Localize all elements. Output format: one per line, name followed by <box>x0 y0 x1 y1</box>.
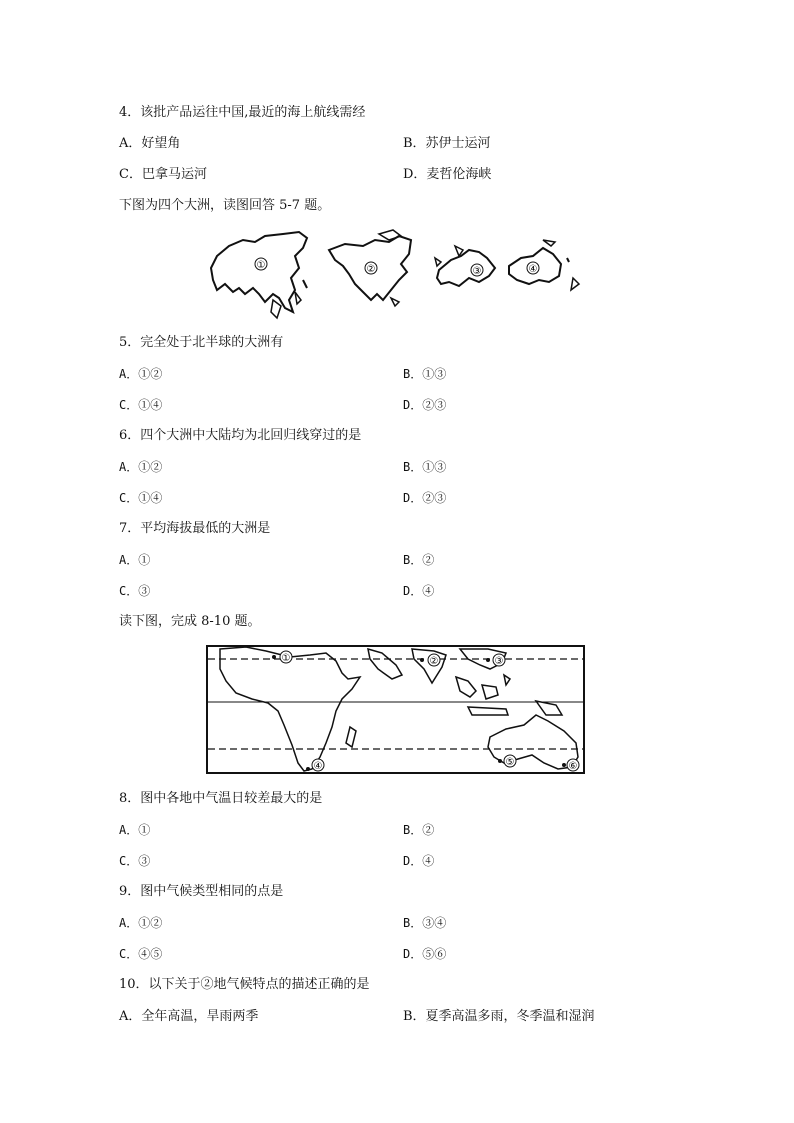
continent-label-2: ② <box>366 264 376 275</box>
continent-label-4: ④ <box>528 264 538 275</box>
q8-option-a: A．① <box>119 823 151 837</box>
q7-stem: 7．平均海拔最低的大洲是 <box>119 521 271 536</box>
q5-stem: 5．完全处于北半球的大洲有 <box>119 335 284 350</box>
q9-option-a: A．①② <box>119 916 163 930</box>
q4-stem: 4．该批产品运往中国,最近的海上航线需经 <box>119 105 366 120</box>
q5-option-d: D．②③ <box>403 398 447 412</box>
q5-option-b: B．①③ <box>403 367 447 381</box>
q7-option-c: C．③ <box>119 584 151 598</box>
intro-8-10: 读下图，完成 8-10 题。 <box>119 614 261 629</box>
q9-stem: 9．图中气候类型相同的点是 <box>119 884 284 899</box>
point-label-1: ① <box>281 653 291 664</box>
q10-stem: 10．以下关于②地气候特点的描述正确的是 <box>119 977 370 992</box>
point-label-3: ③ <box>494 656 504 667</box>
q9-option-c: C．④⑤ <box>119 947 163 961</box>
q5-option-c: C．①④ <box>119 398 163 412</box>
q8-option-b: B．② <box>403 823 435 837</box>
q6-option-b: B．①③ <box>403 460 447 474</box>
q6-stem: 6．四个大洲中大陆均为北回归线穿过的是 <box>119 428 362 443</box>
q9-option-b: B．③④ <box>403 916 447 930</box>
q10-option-b: B．夏季高温多雨，冬季温和湿润 <box>403 1009 595 1024</box>
point-label-6: ⑥ <box>568 761 578 772</box>
continents-figure <box>203 228 585 324</box>
q8-option-d: D．④ <box>403 854 435 868</box>
q8-option-c: C．③ <box>119 854 151 868</box>
q4-option-c: C．巴拿马运河 <box>119 167 207 182</box>
intro-5-7: 下图为四个大洲，读图回答 5-7 题。 <box>119 198 331 213</box>
q4-option-b: B．苏伊士运河 <box>403 136 491 151</box>
continent-label-1: ① <box>256 260 266 271</box>
q9-option-d: D．⑤⑥ <box>403 947 447 961</box>
climate-map-figure <box>206 645 585 774</box>
q7-option-b: B．② <box>403 553 435 567</box>
q6-option-c: C．①④ <box>119 491 163 505</box>
point-label-4: ④ <box>313 761 323 772</box>
q5-option-a: A．①② <box>119 367 163 381</box>
q4-option-a: A．好望角 <box>119 136 181 151</box>
q4-option-d: D．麦哲伦海峡 <box>403 167 492 182</box>
continent-label-3: ③ <box>472 266 482 277</box>
q7-option-a: A．① <box>119 553 151 567</box>
q7-option-d: D．④ <box>403 584 435 598</box>
q10-option-a: A．全年高温，旱雨两季 <box>119 1009 259 1024</box>
q6-option-a: A．①② <box>119 460 163 474</box>
continent-1-outline <box>211 232 307 312</box>
point-label-2: ② <box>429 656 439 667</box>
q8-stem: 8．图中各地中气温日较差最大的是 <box>119 791 323 806</box>
point-label-5: ⑤ <box>505 757 515 768</box>
q6-option-d: D．②③ <box>403 491 447 505</box>
continent-3-outline <box>437 250 495 286</box>
